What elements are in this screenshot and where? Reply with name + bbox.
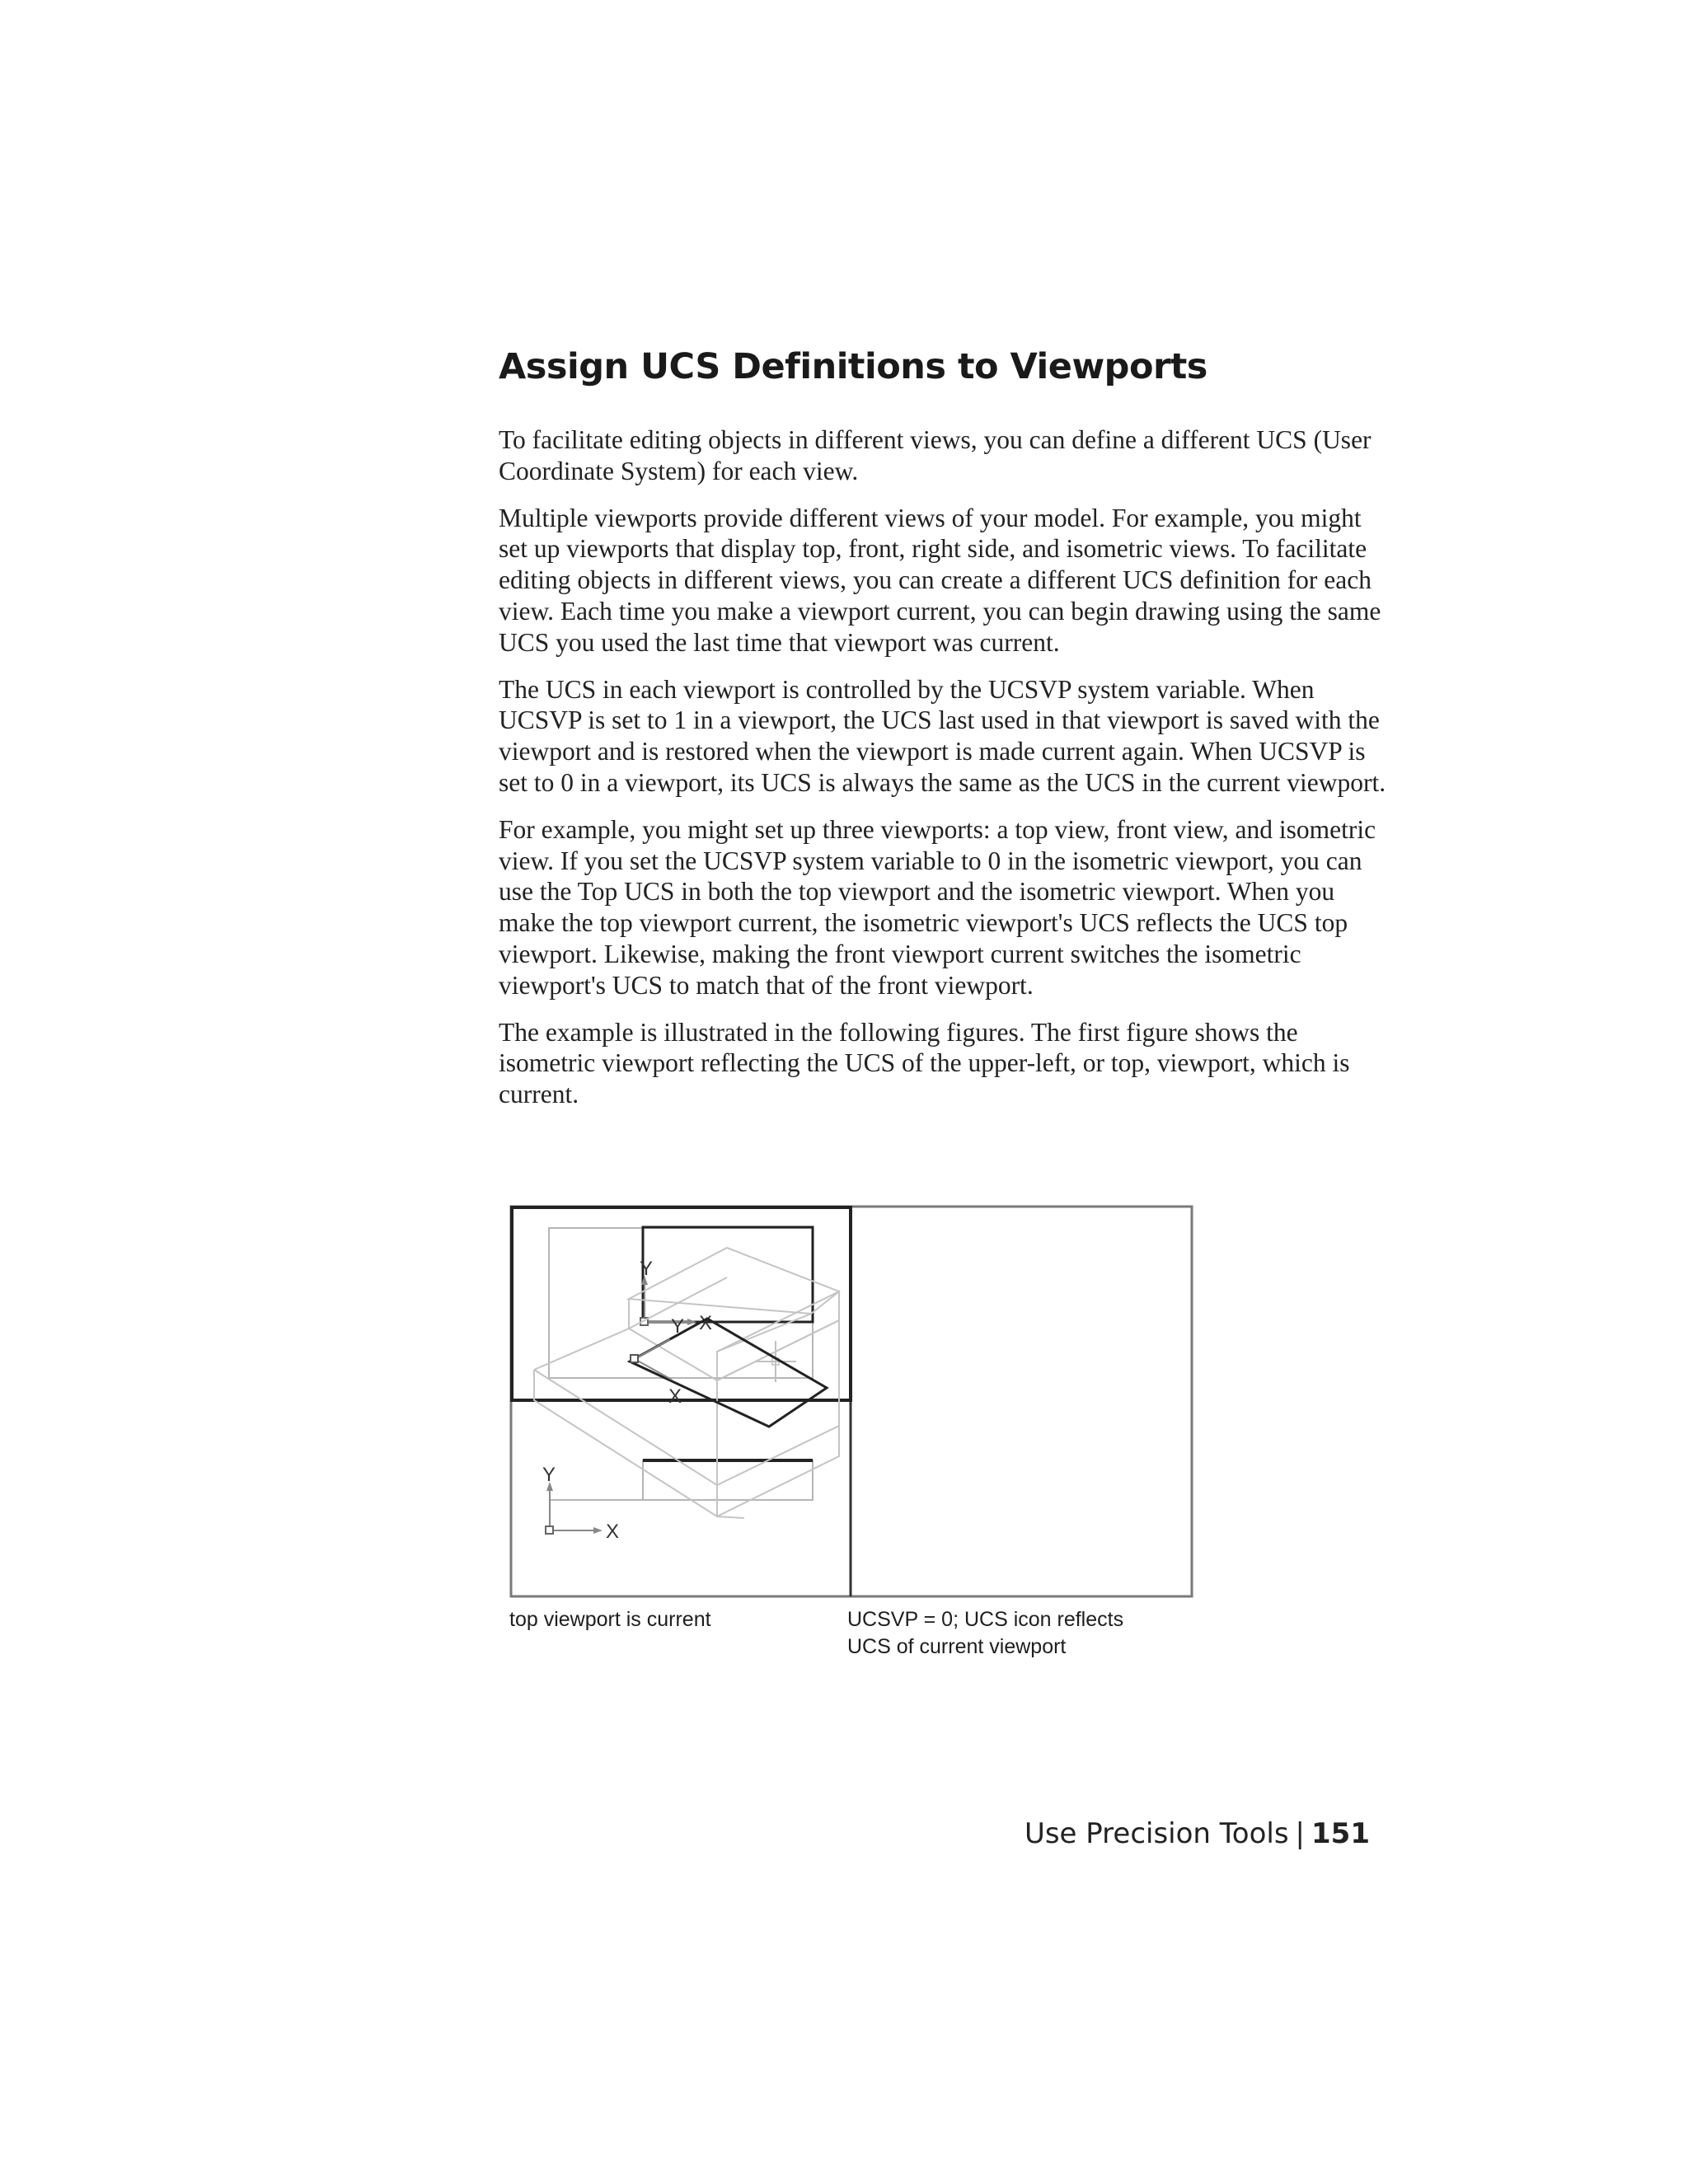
iso-ucs-origin — [631, 1355, 638, 1362]
paragraph-1: To facilitate editing objects in different views, you can define a different UCS (User Coordinate System) for each view. — [499, 425, 1372, 485]
body-text — [499, 424, 1393, 1126]
page-footer — [1025, 1816, 1370, 1852]
front-ucs-x-label: X — [606, 1521, 620, 1543]
paragraph-4: For example, you might set up three viewports: a top view, front view, and isometric view. If you set the UCSVP system variable to 0 in the isometric viewport, you can use the Top UCS in both the top viewport and the isometric viewport. When you make the top viewport current, the isometric viewport's UCS reflects the UCS top viewport. Likewise, making the front viewport current switches the isometric viewport's UCS to match that of the front viewport. — [499, 814, 1376, 1000]
footer-section-title: Use Precision Tools — [1024, 1817, 1289, 1850]
iso-ucs-y-label: Y — [671, 1315, 685, 1338]
viewports-figure — [509, 1205, 1193, 1675]
footer-separator: | — [1295, 1817, 1306, 1850]
paragraph-2: Multiple viewports provide different views of your model. For example, you might set up viewports that display top, front, right side, and isometric views. To facilitate editing objects in different views, you can create a different UCS definition for each view. Each time you make a viewport current, you can begin drawing using the same UCS you used the last time that viewport was current. — [499, 503, 1381, 657]
viewports-illustration — [509, 1205, 1193, 1601]
front-ucs-y-label: Y — [542, 1464, 556, 1486]
caption-ucsvp-line-1: UCSVP = 0; UCS icon reflects — [847, 1608, 1124, 1631]
caption-ucsvp-line-2: UCS of current viewport — [847, 1635, 1067, 1658]
caption-top-viewport: top viewport is current — [509, 1608, 711, 1631]
top-ucs-y-label: Y — [640, 1258, 654, 1280]
caption-ucsvp — [847, 1606, 1193, 1661]
page-title: Assign UCS Definitions to Viewports — [499, 346, 1207, 387]
page-number: 151 — [1311, 1817, 1370, 1850]
front-ucs-origin — [546, 1526, 553, 1534]
iso-ucs-x-label: X — [668, 1385, 682, 1408]
top-ucs-x-label: X — [699, 1312, 713, 1334]
paragraph-5: The example is illustrated in the following figures. The first figure shows the isometric viewport reflecting the UCS of the upper-left, or top, viewport, which is current. — [499, 1017, 1350, 1109]
paragraph-3: The UCS in each viewport is controlled by the UCSVP system variable. When UCSVP is set to 1 in a viewport, the UCS last used in that viewport is saved with the viewport and is restored when the viewport is made current again. When UCSVP is set to 0 in a viewport, its UCS is always the same as the UCS in the current viewport. — [499, 674, 1386, 797]
